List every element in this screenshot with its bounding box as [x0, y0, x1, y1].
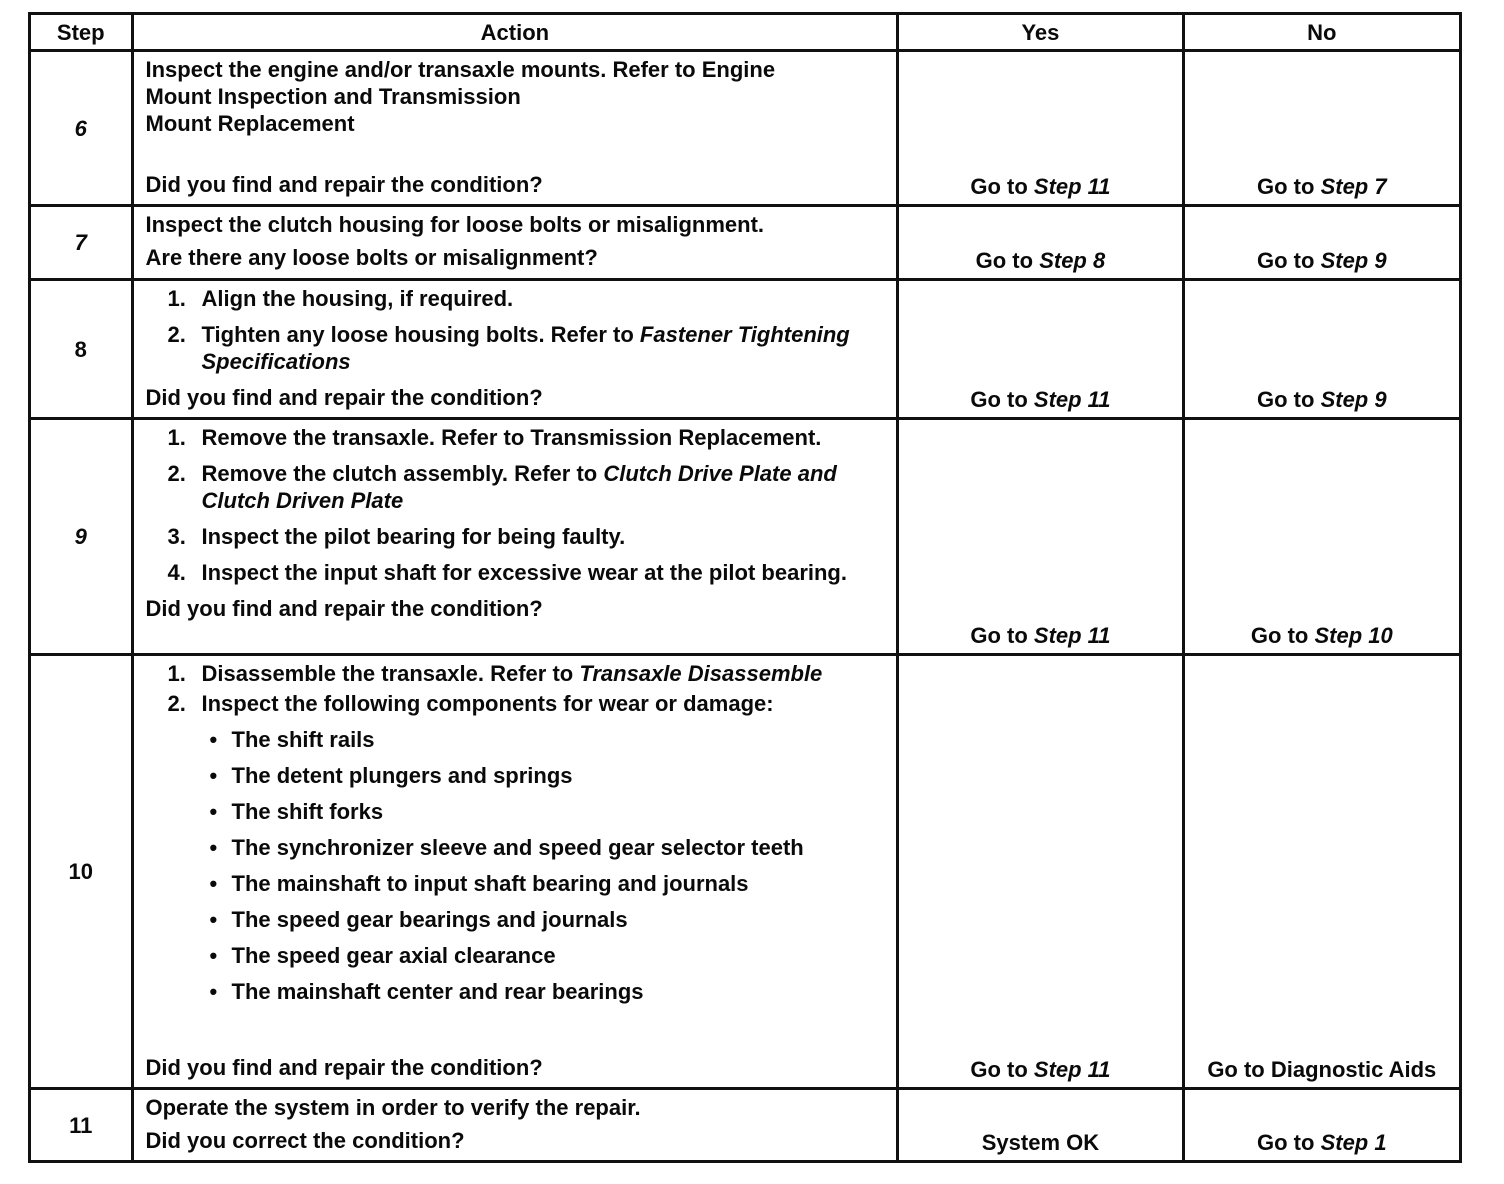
goto-step-link[interactable]: Step 8 [1039, 248, 1106, 273]
table-row-step-9 [30, 419, 1461, 655]
action-line: Mount Replacement [145, 111, 355, 136]
bullet-item: • The mainshaft to input shaft bearing and journals [209, 871, 749, 896]
no-cell [1183, 419, 1460, 655]
action-cell [132, 1089, 898, 1162]
goto-step-link[interactable]: Step 11 [1033, 174, 1111, 199]
action-line: Inspect the engine and/or transaxle mounts. Refer to Engine [145, 57, 776, 82]
step-number: 10 [30, 655, 133, 1089]
reference-link[interactable]: Transaxle Disassemble [579, 661, 823, 686]
goto-step-link[interactable]: Step 10 [1314, 623, 1393, 648]
yes-cell [898, 419, 1183, 655]
reference-link[interactable]: Clutch Drive Plate and Clutch Driven Plate [201, 461, 837, 513]
bullet-item: • The detent plungers and springs [209, 763, 573, 788]
step-number: 7 [30, 206, 133, 280]
goto-prefix: Go to [1257, 1130, 1321, 1155]
table-row-step-8 [30, 280, 1461, 419]
goto-prefix: Go to [975, 248, 1040, 273]
goto-step-link[interactable]: Step 11 [1033, 623, 1111, 648]
no-cell [1183, 655, 1460, 1089]
step-number: 8 [30, 280, 133, 419]
yes-cell [898, 206, 1183, 280]
yes-cell [898, 51, 1183, 206]
step-number: 11 [30, 1089, 133, 1162]
action-line: Operate the system in order to verify the repair. [145, 1095, 641, 1120]
goto-prefix: Go to [970, 623, 1034, 648]
table-row-step-11 [30, 1089, 1461, 1162]
header-step: Step [30, 14, 133, 51]
action-question: Did you find and repair the condition? [145, 385, 543, 410]
no-cell [1183, 206, 1460, 280]
action-question: Did you find and repair the condition? [145, 596, 543, 621]
step-number: 6 [30, 51, 133, 206]
bullet-item: • The speed gear axial clearance [209, 943, 556, 968]
bullet-item: • The synchronizer sleeve and speed gear selector teeth [209, 835, 804, 860]
numbered-list [146, 285, 887, 375]
table-row-step-10 [30, 655, 1461, 1089]
table-row-step-6 [30, 51, 1461, 206]
goto-prefix: Go to [970, 387, 1034, 412]
numbered-list [146, 424, 887, 586]
list-item: 4. Inspect the input shaft for excessive wear at the pilot bearing. [167, 560, 847, 585]
action-line: Inspect the clutch housing for loose bolts or misalignment. [145, 212, 765, 237]
action-cell [132, 280, 898, 419]
action-question: Are there any loose bolts or misalignment? [145, 245, 598, 270]
yes-cell [898, 1089, 1183, 1162]
action-cell [132, 206, 898, 280]
bullet-list [146, 726, 887, 1005]
goto-prefix: Go to [1257, 387, 1321, 412]
reference-link[interactable]: Fastener Tightening Specifications [201, 322, 850, 374]
action-question: Did you find and repair the condition? [145, 172, 543, 197]
no-cell [1183, 280, 1460, 419]
yes-cell [898, 655, 1183, 1089]
goto-step-link[interactable]: Step 9 [1320, 248, 1387, 273]
action-cell [132, 51, 898, 206]
system-ok-text: System OK [981, 1130, 1100, 1155]
goto-prefix: Go to [970, 174, 1034, 199]
table-row-step-7 [30, 206, 1461, 280]
header-action: Action [132, 14, 898, 51]
goto-prefix: Go to [1257, 248, 1321, 273]
list-item: 2. Tighten any loose housing bolts. Refer to Fastener Tightening Specifications [167, 322, 850, 374]
goto-diagnostic-aids-link[interactable]: Go to Diagnostic Aids [1207, 1057, 1437, 1082]
step-number: 9 [30, 419, 133, 655]
table-header-row [30, 14, 1461, 51]
goto-step-link[interactable]: Step 11 [1033, 387, 1111, 412]
list-item: 2. Inspect the following components for wear or damage: [167, 691, 774, 716]
goto-prefix: Go to [970, 1057, 1034, 1082]
list-item: 1. Remove the transaxle. Refer to Transmission Replacement. [167, 425, 822, 450]
bullet-item: • The shift forks [209, 799, 384, 824]
goto-step-link[interactable]: Step 1 [1320, 1130, 1387, 1155]
yes-cell [898, 280, 1183, 419]
header-no: No [1183, 14, 1460, 51]
diagnostic-table [28, 12, 1462, 1163]
goto-step-link[interactable]: Step 7 [1320, 174, 1387, 199]
bullet-item: • The shift rails [209, 727, 375, 752]
action-cell [132, 419, 898, 655]
list-item: 3. Inspect the pilot bearing for being faulty. [167, 524, 626, 549]
action-question: Did you correct the condition? [145, 1128, 465, 1153]
action-cell [132, 655, 898, 1089]
goto-step-link[interactable]: Step 9 [1320, 387, 1387, 412]
action-line: Mount Inspection and Transmission [145, 84, 521, 109]
list-item: 1. Align the housing, if required. [167, 286, 514, 311]
numbered-list [146, 660, 887, 717]
action-question: Did you find and repair the condition? [145, 1055, 543, 1080]
bullet-item: • The mainshaft center and rear bearings [209, 979, 644, 1004]
goto-prefix: Go to [1257, 174, 1321, 199]
no-cell [1183, 1089, 1460, 1162]
goto-prefix: Go to [1250, 623, 1315, 648]
list-item: 1. Disassemble the transaxle. Refer to Transaxle Disassemble [167, 661, 823, 686]
goto-step-link[interactable]: Step 11 [1033, 1057, 1111, 1082]
list-item: 2. Remove the clutch assembly. Refer to Clutch Drive Plate and Clutch Driven Plate [167, 461, 837, 513]
header-yes: Yes [898, 14, 1183, 51]
no-cell [1183, 51, 1460, 206]
bullet-item: • The speed gear bearings and journals [209, 907, 628, 932]
